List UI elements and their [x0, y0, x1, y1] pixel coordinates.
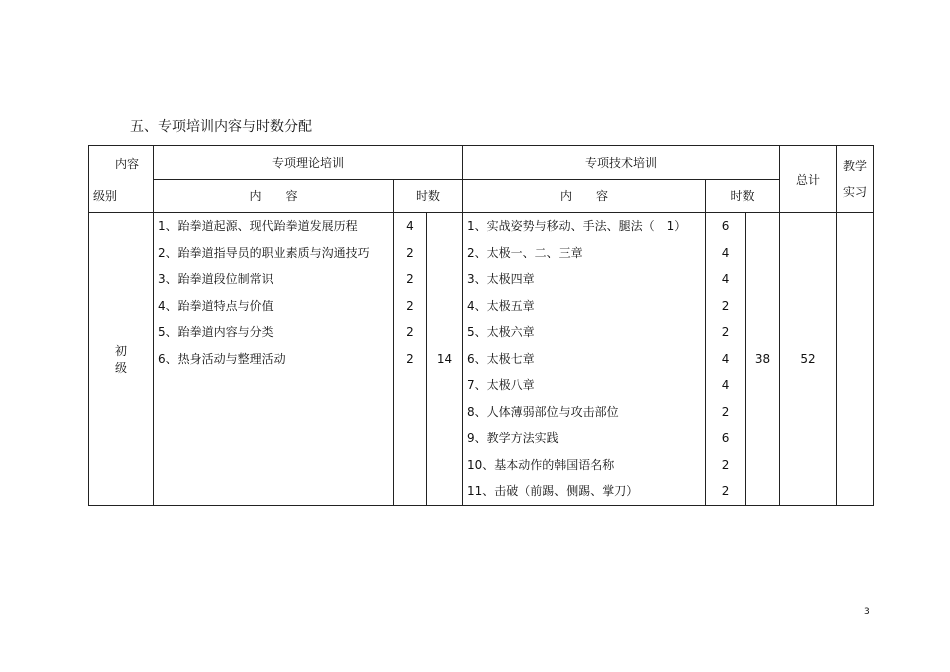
grand-total-cell: 52	[780, 213, 837, 506]
theory-item: 6、热身活动与整理活动	[158, 351, 286, 366]
theory-hours: 2	[406, 298, 414, 313]
tech-items-cell	[463, 213, 706, 506]
tech-hours: 6	[721, 219, 730, 233]
tech-item: 10、基本动作的韩国语名称	[467, 457, 615, 472]
theory-hours: 4	[406, 219, 414, 233]
practice-cell	[837, 213, 874, 506]
theory-item: 3、跆拳道段位制常识	[158, 272, 274, 286]
page-number: 3	[864, 607, 870, 617]
tech-item: 5、太极六章	[467, 325, 535, 339]
tech-hours: 2	[721, 457, 730, 472]
tech-hours: 6	[721, 431, 730, 445]
theory-hours: 2	[406, 272, 414, 286]
practice-header	[837, 146, 874, 213]
theory-item: 1、跆拳道起源、现代跆拳道发展历程	[158, 219, 358, 233]
tech-item: 2、太极一、二、三章	[467, 245, 583, 260]
tech-hours: 2	[721, 404, 730, 419]
level-cell: 初级	[89, 213, 154, 506]
header-level-label: 级别	[93, 189, 118, 203]
tech-total-cell: 38	[746, 213, 780, 506]
header-corner-cell	[89, 146, 154, 213]
theory-item: 2、跆拳道指导员的职业素质与沟通技巧	[158, 245, 370, 260]
tech-group-header: 专项技术培训	[463, 146, 780, 180]
theory-hours: 2	[406, 245, 414, 260]
theory-hours: 2	[406, 325, 414, 339]
tech-hours: 4	[721, 351, 730, 366]
tech-hours: 2	[721, 484, 730, 498]
tech-hours: 4	[721, 245, 730, 260]
tech-item: 4、太极五章	[467, 298, 535, 313]
tech-hours: 4	[721, 272, 730, 286]
tech-hours-header: 时数	[706, 179, 780, 213]
header-content-label: 内容	[114, 157, 139, 171]
theory-hours-header: 时数	[394, 179, 463, 213]
tech-hours: 4	[721, 378, 730, 392]
tech-item: 9、教学方法实践	[467, 431, 559, 445]
theory-group-header: 专项理论培训	[154, 146, 463, 180]
tech-item: 6、太极七章	[467, 351, 535, 366]
training-schedule-table	[88, 145, 874, 506]
tech-hours: 2	[721, 325, 730, 339]
theory-item: 5、跆拳道内容与分类	[158, 325, 274, 339]
tech-item: 8、人体薄弱部位与攻击部位	[467, 404, 619, 419]
theory-items-cell	[154, 213, 394, 506]
tech-content-header: 内 容	[463, 179, 706, 213]
section-title: 五、专项培训内容与时数分配	[130, 119, 312, 135]
tech-hours: 2	[721, 298, 730, 313]
tech-item: 7、太极八章	[467, 378, 535, 392]
theory-item: 4、跆拳道特点与价值	[158, 298, 274, 313]
practice-header-line1: 教学	[843, 159, 868, 173]
theory-hours-cell	[394, 213, 427, 506]
theory-hours: 2	[406, 351, 414, 366]
theory-total-cell: 14	[427, 213, 463, 506]
tech-item: 1、实战姿势与移动、手法、腿法（ 1）	[467, 219, 687, 233]
tech-hours-cell	[706, 213, 746, 506]
practice-header-line2: 实习	[843, 185, 868, 199]
tech-item: 11、击破（前踢、侧踢、掌刀）	[467, 484, 639, 498]
tech-item: 3、太极四章	[467, 272, 535, 286]
total-header: 总计	[780, 146, 837, 213]
theory-content-header: 内 容	[154, 179, 394, 213]
